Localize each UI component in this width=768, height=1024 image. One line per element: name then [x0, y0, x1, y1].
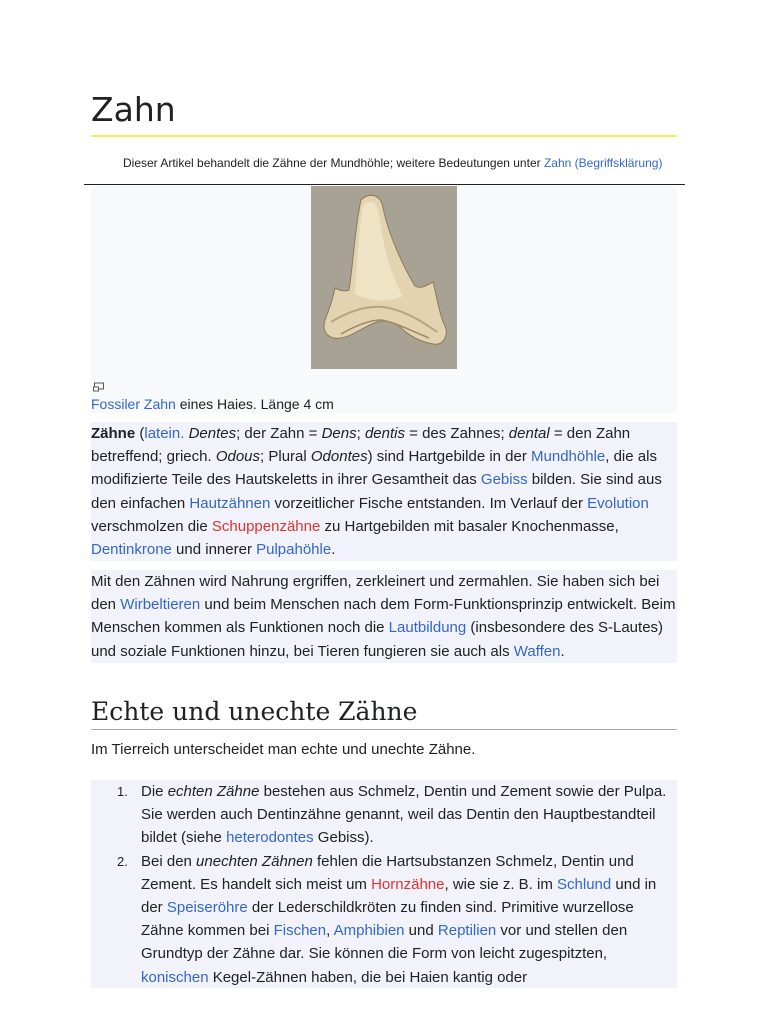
image-caption: [91, 396, 334, 413]
text: ; der Zahn =: [236, 425, 322, 442]
italic-term: Odous: [215, 448, 261, 466]
text: bilden. Sie sind aus den einfachen: [91, 471, 662, 512]
ordered-list: [91, 780, 677, 988]
text: ; Plural: [260, 448, 311, 466]
text: der Lederschildkröten zu finden sind. Primitive wurzellose Zähne kommen bei: [141, 899, 634, 940]
hatnote-link-zahn-begriffsklaerung[interactable]: Zahn (Begriffsklärung): [543, 156, 663, 170]
text: = des Zahnes;: [404, 425, 509, 442]
text: Die: [141, 783, 168, 800]
paragraph-tierreich: Im Tierreich unterscheidet man echte und unechte Zähne.: [91, 741, 476, 758]
italic-term: Odontes: [310, 448, 368, 466]
text: Gebiss).: [313, 829, 374, 847]
italic-term: dental: [508, 425, 550, 442]
link-latein[interactable]: latein.: [144, 425, 185, 442]
link-schlund[interactable]: Schlund: [557, 875, 612, 893]
list-number: 2.: [117, 853, 128, 869]
text: zu Hartgebilden mit basaler Knochenmasse,: [320, 517, 619, 535]
link-speiseroehre[interactable]: Speiseröhre: [166, 899, 248, 917]
caption-text: eines Haies. Länge 4 cm: [175, 396, 334, 412]
redlink-schuppenzaehne[interactable]: Schuppenzähne: [211, 517, 321, 535]
text: vor und stellen den Grundtyp der Zähne dar. Sie können die Form von leicht zugespitzten,: [141, 922, 628, 963]
text: (insbesondere des S-Lautes) und soziale Funktionen hinzu, bei Tieren fungieren sie auch als: [91, 619, 664, 660]
list-item: [117, 780, 677, 850]
magnify-icon[interactable]: [93, 379, 105, 389]
text: ) sind Hartgebilde in der: [367, 448, 532, 466]
list-item: [117, 850, 677, 988]
text: und in der: [141, 875, 657, 917]
list-number: 1.: [117, 784, 128, 799]
link-fischen[interactable]: Fischen: [273, 922, 327, 940]
link-heterodontes[interactable]: heterodontes: [226, 829, 314, 847]
text: (: [135, 425, 145, 442]
link-evolution[interactable]: Evolution: [587, 494, 649, 512]
tooth-illustration: [311, 186, 457, 369]
text: .: [331, 541, 336, 559]
link-mundhoehle[interactable]: Mundhöhle: [531, 448, 606, 466]
page-title: Zahn: [91, 90, 176, 129]
link-wirbeltieren[interactable]: Wirbeltieren: [120, 596, 201, 614]
italic-term: Dens: [321, 425, 357, 442]
link-reptilien[interactable]: Reptilien: [437, 922, 497, 940]
text: vorzeitlicher Fische entstanden. Im Verlauf der: [270, 494, 588, 512]
hatnote-text: Dieser Artikel behandelt die Zähne der Mundhöhle; weitere Bedeutungen unter: [123, 156, 544, 170]
link-pulpahoehle[interactable]: Pulpahöhle: [256, 541, 332, 559]
italic-term: dentis: [364, 425, 405, 442]
text: = den Zahn betreffend; griech.: [91, 425, 631, 466]
link-gebiss[interactable]: Gebiss: [480, 471, 528, 489]
text: und: [404, 922, 438, 940]
italic-term: echten Zähne: [167, 783, 260, 800]
fossil-shark-tooth-image[interactable]: [311, 186, 457, 369]
text: .: [560, 642, 565, 660]
text: und innerer: [171, 541, 257, 559]
caption-link-fossiler-zahn[interactable]: Fossiler Zahn: [91, 396, 176, 412]
italic-term: unechten Zähnen: [196, 852, 313, 870]
link-waffen[interactable]: Waffen: [513, 642, 561, 660]
text: , die als modifizierte Teile des Hautskeletts in ihrer Gesamtheit das: [91, 448, 657, 489]
text: Mit den Zähnen wird Nahrung ergriffen, zerkleinert und zermahlen. Sie haben sich bei den: [91, 573, 660, 614]
text: ;: [356, 425, 365, 442]
hatnote: [84, 156, 685, 185]
section-heading: Echte und unechte Zähne: [91, 695, 677, 730]
link-lautbildung[interactable]: Lautbildung: [388, 619, 467, 637]
title-underline: [91, 135, 677, 137]
italic-term: Dentes: [188, 425, 237, 442]
paragraph-intro: [91, 422, 677, 561]
text: bestehen aus Schmelz, Dentin und Zement sowie der Pulpa. Sie werden auch Dentinzähne genannt, weil das Dentin den Hauptbestandteil bildet (siehe: [141, 783, 667, 847]
bold-term: Zähne: [91, 425, 136, 442]
link-dentinkrone[interactable]: Dentinkrone: [91, 541, 172, 559]
paragraph-function: [91, 570, 677, 663]
link-konischen[interactable]: konischen: [141, 968, 209, 986]
text: , wie sie z. B. im: [444, 875, 558, 893]
link-hautzaehnen[interactable]: Hautzähnen: [189, 494, 271, 512]
text: Kegel-Zähnen haben, die bei Haien kantig oder: [208, 968, 528, 986]
redlink-hornzaehne[interactable]: Hornzähne: [371, 875, 445, 893]
text: verschmolzen die: [91, 517, 212, 535]
text: fehlen die Hartsubstanzen Schmelz, Dentin und Zement. Es handelt sich meist um: [141, 852, 634, 893]
text: und beim Menschen nach dem Form-Funktionsprinzip entwickelt. Beim Menschen kommen als Funktionen noch die: [91, 596, 676, 637]
infobox: [91, 186, 677, 413]
link-amphibien[interactable]: Amphibien: [333, 922, 405, 940]
text: ,: [326, 922, 334, 940]
text: Bei den: [141, 852, 197, 870]
